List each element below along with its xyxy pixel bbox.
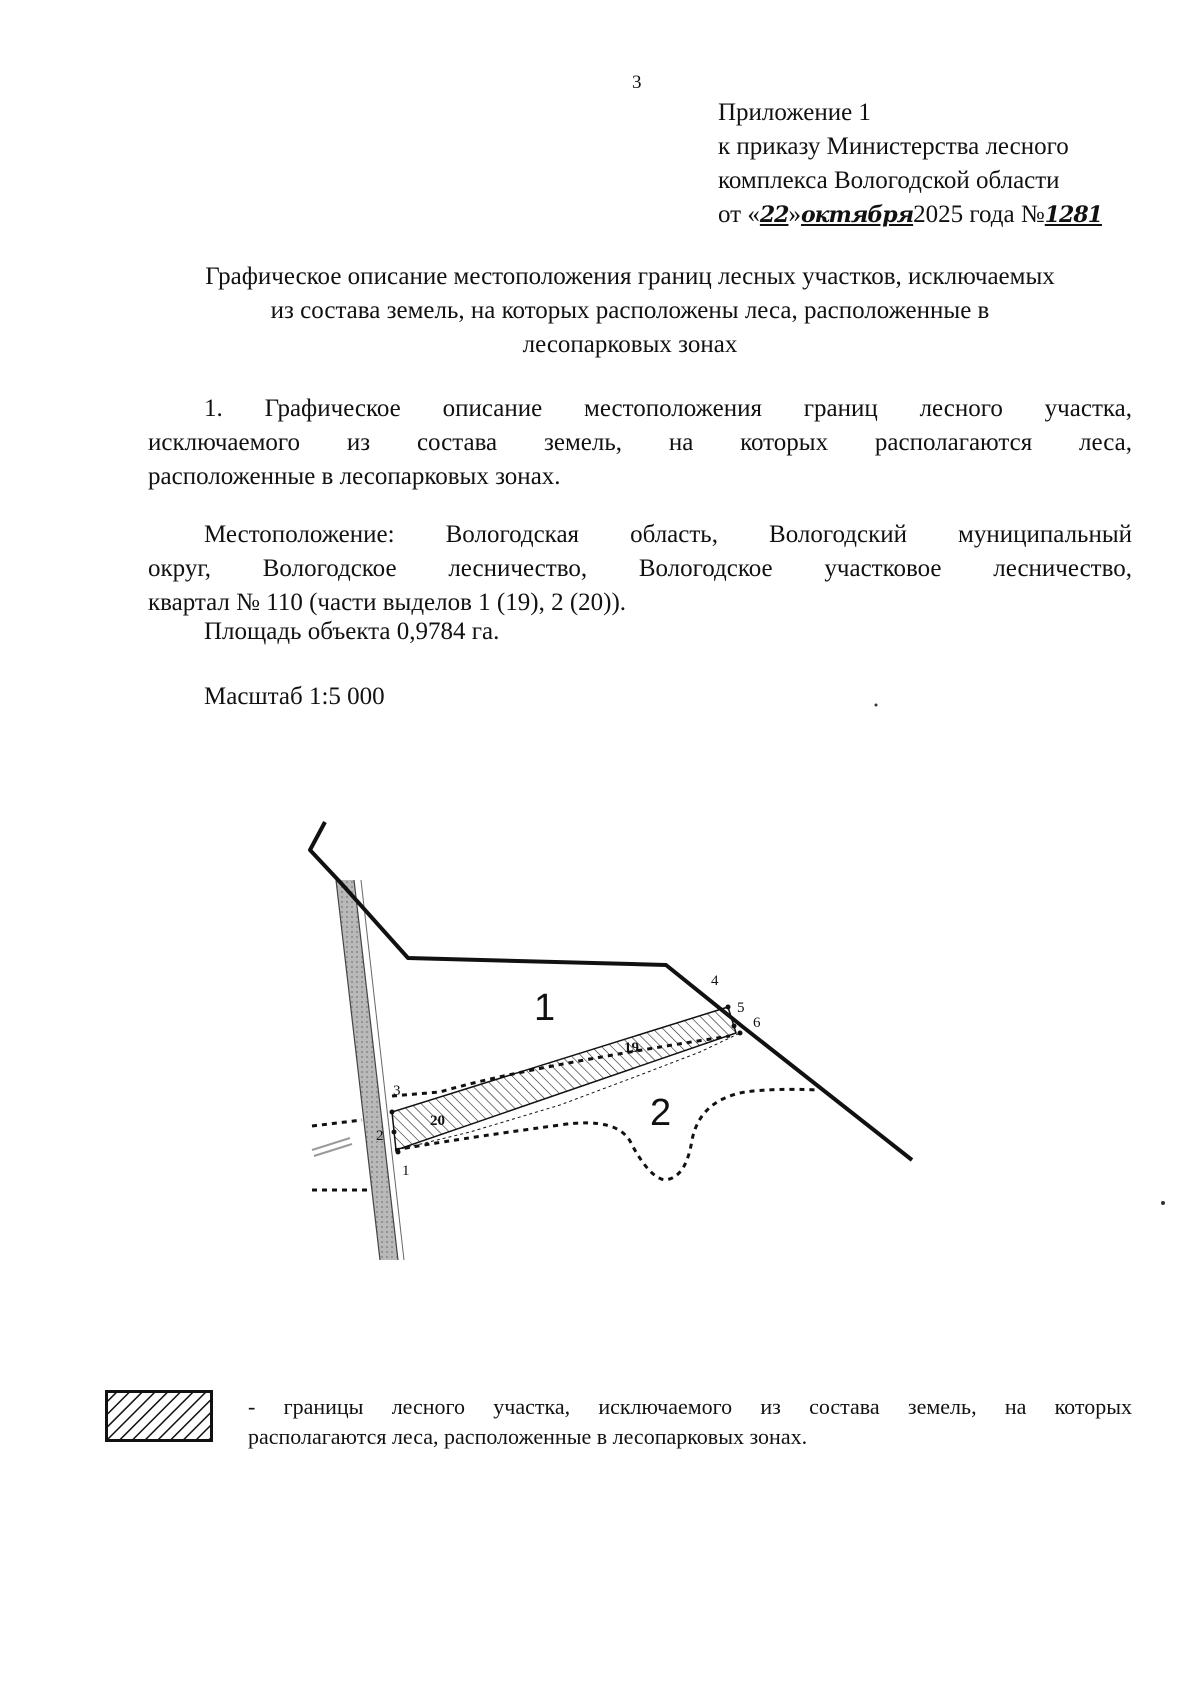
point-marker-4 — [726, 1005, 731, 1010]
legend-line-1: - границы лесного участка, исключаемого из состава земель, на которых — [248, 1394, 1132, 1419]
point-marker-1 — [396, 1150, 401, 1155]
dashed-line-left-1 — [312, 1120, 362, 1126]
title-line-1: Графическое описание местоположения границ лесных участков, исключаемых — [205, 263, 1055, 290]
point-marker-3 — [390, 1110, 395, 1115]
area-text: Площадь объекта 0,9784 га. — [204, 618, 500, 645]
date-year: 2025 года № — [913, 201, 1045, 228]
scan-speck — [875, 704, 878, 707]
title-line-3: лесопарковых зонах — [522, 331, 738, 358]
point-label-6: 6 — [753, 1015, 761, 1031]
point-label-1: 1 — [402, 1163, 410, 1179]
point-label-2: 2 — [376, 1128, 384, 1144]
legend-description — [248, 1392, 1132, 1452]
date-day: 22 — [759, 202, 789, 228]
point-marker-5 — [732, 1024, 737, 1029]
scale-text: Масштаб 1:5 000 — [204, 683, 385, 710]
annex-title: Приложение 1 — [718, 99, 871, 126]
section-1-line-1: 1. Графическое описание местоположения границ лесного участка, — [204, 395, 1132, 422]
sub-vydel-label-19: 19 — [624, 1040, 639, 1056]
location-line-1: Местоположение: Вологодская область, Вологодский муниципальный — [204, 521, 1132, 548]
point-marker-2 — [392, 1130, 397, 1135]
section-1-line-2: исключаемого из состава земель, на которых располагаются леса, — [148, 429, 1132, 456]
sub-vydel-label-20: 20 — [430, 1113, 445, 1129]
annex-line-ministry: комплекса Вологодской области — [718, 167, 1060, 194]
location-line-2: округ, Вологодское лесничество, Вологодское участковое лесничество, — [148, 555, 1132, 582]
annex-line-order: к приказу Министерства лесного — [718, 133, 1069, 160]
title-line-2: из состава земель, на которых расположены леса, расположенные в — [270, 297, 990, 324]
point-label-5: 5 — [737, 1000, 745, 1016]
legend-line-2: располагаются леса, расположенные в лесопарковых зонах. — [248, 1424, 808, 1449]
point-label-3: 3 — [393, 1083, 401, 1099]
date-month: октября — [800, 202, 914, 228]
order-number: 1281 — [1044, 202, 1102, 228]
scan-speck — [1161, 1201, 1165, 1205]
vydel-label-2: 2 — [650, 1092, 672, 1134]
date-prefix: от « — [718, 201, 760, 228]
page-number: 3 — [632, 72, 642, 93]
stream-mark — [312, 1138, 352, 1156]
section-1-line-3: расположенные в лесопарковых зонах. — [148, 463, 561, 490]
date-mid: » — [788, 201, 801, 228]
location-line-3: квартал № 110 (части выделов 1 (19), 2 (20)). — [148, 589, 627, 616]
point-label-4: 4 — [711, 973, 719, 989]
point-marker-6 — [738, 1031, 743, 1036]
vydel-label-1: 1 — [534, 987, 556, 1029]
legend-hatch-swatch — [105, 1390, 213, 1442]
